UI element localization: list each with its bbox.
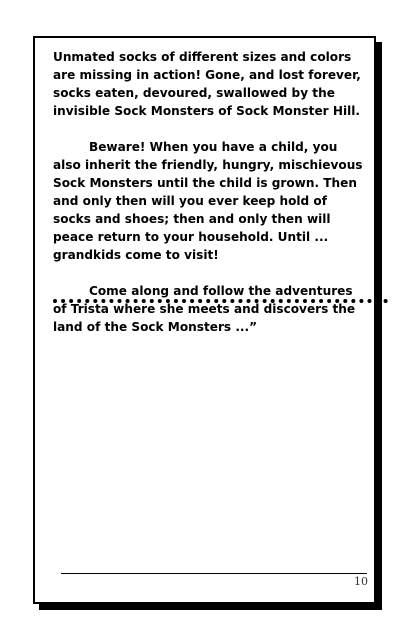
body-text [53,48,369,336]
paragraph-intro: Unmated socks of different sizes and colors are missing in action! Gone, and lost forever, socks eaten, devoured, swallowed by the invisible Sock Monsters of Sock Monster Hill. [53,50,361,118]
paragraph-beware: Beware! When you have a child, you also inherit the friendly, hungry, mischievous Sock Monsters until the child is grown. Then and only then will you ever keep hold of socks and shoes; then and only then will peace return to your household. Until ... grandkids come to visit! [53,140,363,262]
footer-rule [61,573,367,574]
paragraph-come-along: Come along and follow the adventures of Trista where she meets and discovers the land of the Sock Monsters ...” [53,284,356,334]
dotted-divider [53,299,388,303]
page-number: 10 [354,575,368,588]
page-frame [33,36,376,604]
